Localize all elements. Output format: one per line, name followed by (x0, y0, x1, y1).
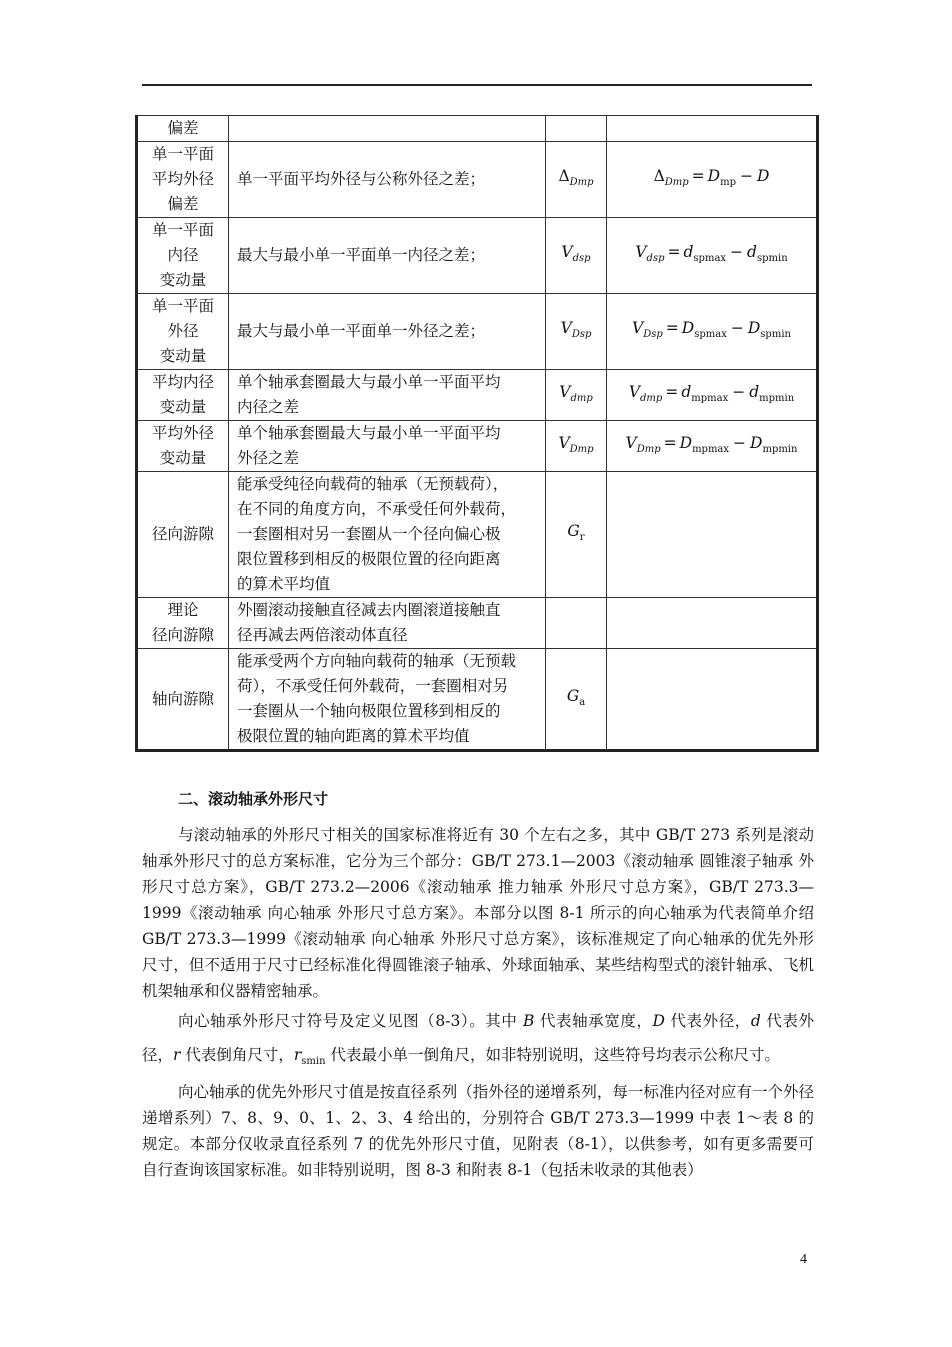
term-cell: 单一平面 内径 变动量 (137, 218, 229, 294)
table-row (137, 649, 818, 751)
symbol-cell: $V_{Dsp}$ (546, 294, 607, 370)
definition-cell: 单一平面平均外径与公称外径之差； (229, 142, 546, 218)
page-number: 4 (800, 1252, 807, 1267)
paragraph-1: 与滚动轴承的外形尺寸相关的国家标准将近有 30 个左右之多，其中 GB/T 273 系列是滚动轴承外形尺寸的总方案标准，它分为三个部分：GB/T 273.1—2003《滚动轴承 圆锥滚子轴承 外形尺寸总方案》，GB/T 273.2—2006《滚动轴承 推力轴承 外形尺寸总方案》，GB/T 273.3—1999《滚动轴承 向心轴承 外形尺寸总方案》。本部分以图 8-1 所示的向心轴承为代表简单介绍 GB/T 273.3—1999《滚动轴承 向心轴承 外形尺寸总方案》，该标准规定了向心轴承的优先外形尺寸，但不适用于尺寸已经标准化得圆锥滚子轴承、外球面轴承、某些结构型式的滚针轴承、飞机机架轴承和仪器精密轴承。 (142, 826, 814, 1000)
formula-cell (607, 649, 818, 751)
formula-cell (607, 472, 818, 598)
term-cell: 单一平面 平均外径 偏差 (137, 142, 229, 218)
definition-cell: 单个轴承套圈最大与最小单一平面平均 内径之差 (229, 370, 546, 421)
table-row (137, 218, 818, 294)
symbol-cell: $V_{dsp}$ (546, 218, 607, 294)
formula-cell (607, 116, 818, 142)
symbol-cell: $V_{dmp}$ (546, 370, 607, 421)
symbol-cell: $G_a$ (546, 649, 607, 751)
definition-cell: 最大与最小单一平面单一内径之差； (229, 218, 546, 294)
formula-cell: $V_{dsp} = d_{spmax} - d_{spmin}$ (607, 218, 818, 294)
definition-cell: 单个轴承套圈最大与最小单一平面平均 外径之差 (229, 421, 546, 472)
table-row (137, 598, 818, 649)
formula-cell: $V_{dmp} = d_{mpmax} - d_{mpmin}$ (607, 370, 818, 421)
definition-cell: 最大与最小单一平面单一外径之差； (229, 294, 546, 370)
symbol-cell: $G_r$ (546, 472, 607, 598)
table-row (137, 370, 818, 421)
term-cell: 平均内径 变动量 (137, 370, 229, 421)
formula-cell: $V_{Dsp} = D_{spmax} - D_{spmin}$ (607, 294, 818, 370)
definition-cell: 能承受纯径向载荷的轴承（无预载荷）， 在不同的角度方向，不承受任何外载荷， 一套圈相对另一套圈从一个径向偏心极 限位置移到相反的极限位置的径向距离 的算术平均值 (229, 472, 546, 598)
table-row (137, 421, 818, 472)
table-row (137, 116, 818, 142)
term-cell: 轴向游隙 (137, 649, 229, 751)
formula-cell (607, 598, 818, 649)
paragraph-2: 向心轴承外形尺寸符号及定义见图（8-3）。其中 B 代表轴承宽度，D 代表外径，d 代表外径，r 代表倒角尺寸，$r_{smin}$ 代表最小单一倒角尺，如非特别说明，这些符号均表示公称尺寸。 (142, 1012, 814, 1067)
body-text (142, 822, 814, 1183)
table-row (137, 142, 818, 218)
definitions-table (135, 115, 819, 752)
formula-cell: $V_{Dmp} = D_{mpmax} - D_{mpmin}$ (607, 421, 818, 472)
definition-cell: 能承受两个方向轴向载荷的轴承（无预载 荷），不承受任何外载荷，一套圈相对另 一套圈从一个轴向极限位置移到相反的 极限位置的轴向距离的算术平均值 (229, 649, 546, 751)
header-rule (142, 84, 812, 86)
term-cell: 单一平面 外径 变动量 (137, 294, 229, 370)
table-row (137, 472, 818, 598)
symbol-cell (546, 598, 607, 649)
term-cell: 偏差 (137, 116, 229, 142)
formula-cell: $\Delta_{Dmp} = D_{mp} - D$ (607, 142, 818, 218)
definition-cell: 外圈滚动接触直径减去内圈滚道接触直 径再减去两倍滚动体直径 (229, 598, 546, 649)
symbol-cell: $\Delta_{Dmp}$ (546, 142, 607, 218)
table-row (137, 294, 818, 370)
symbol-cell (546, 116, 607, 142)
paragraph-3: 向心轴承的优先外形尺寸值是按直径系列（指外径的递增系列，每一标准内径对应有一个外径递增系列）7、8、9、0、1、2、3、4 给出的，分别符合 GB/T 273.3—1999 中表 1～表 8 的规定。本部分仅收录直径系列 7 的优先外形尺寸值，见附表（8-1），以供参考，如有更多需要可自行查询该国家标准。如非特别说明，图 8-3 和附表 8-1（包括未收录的其他表） (142, 1083, 814, 1179)
definition-cell (229, 116, 546, 142)
section-heading: 二、滚动轴承外形尺寸 (178, 790, 329, 808)
symbol-cell: $V_{Dmp}$ (546, 421, 607, 472)
term-cell: 平均外径 变动量 (137, 421, 229, 472)
term-cell: 理论 径向游隙 (137, 598, 229, 649)
term-cell: 径向游隙 (137, 472, 229, 598)
